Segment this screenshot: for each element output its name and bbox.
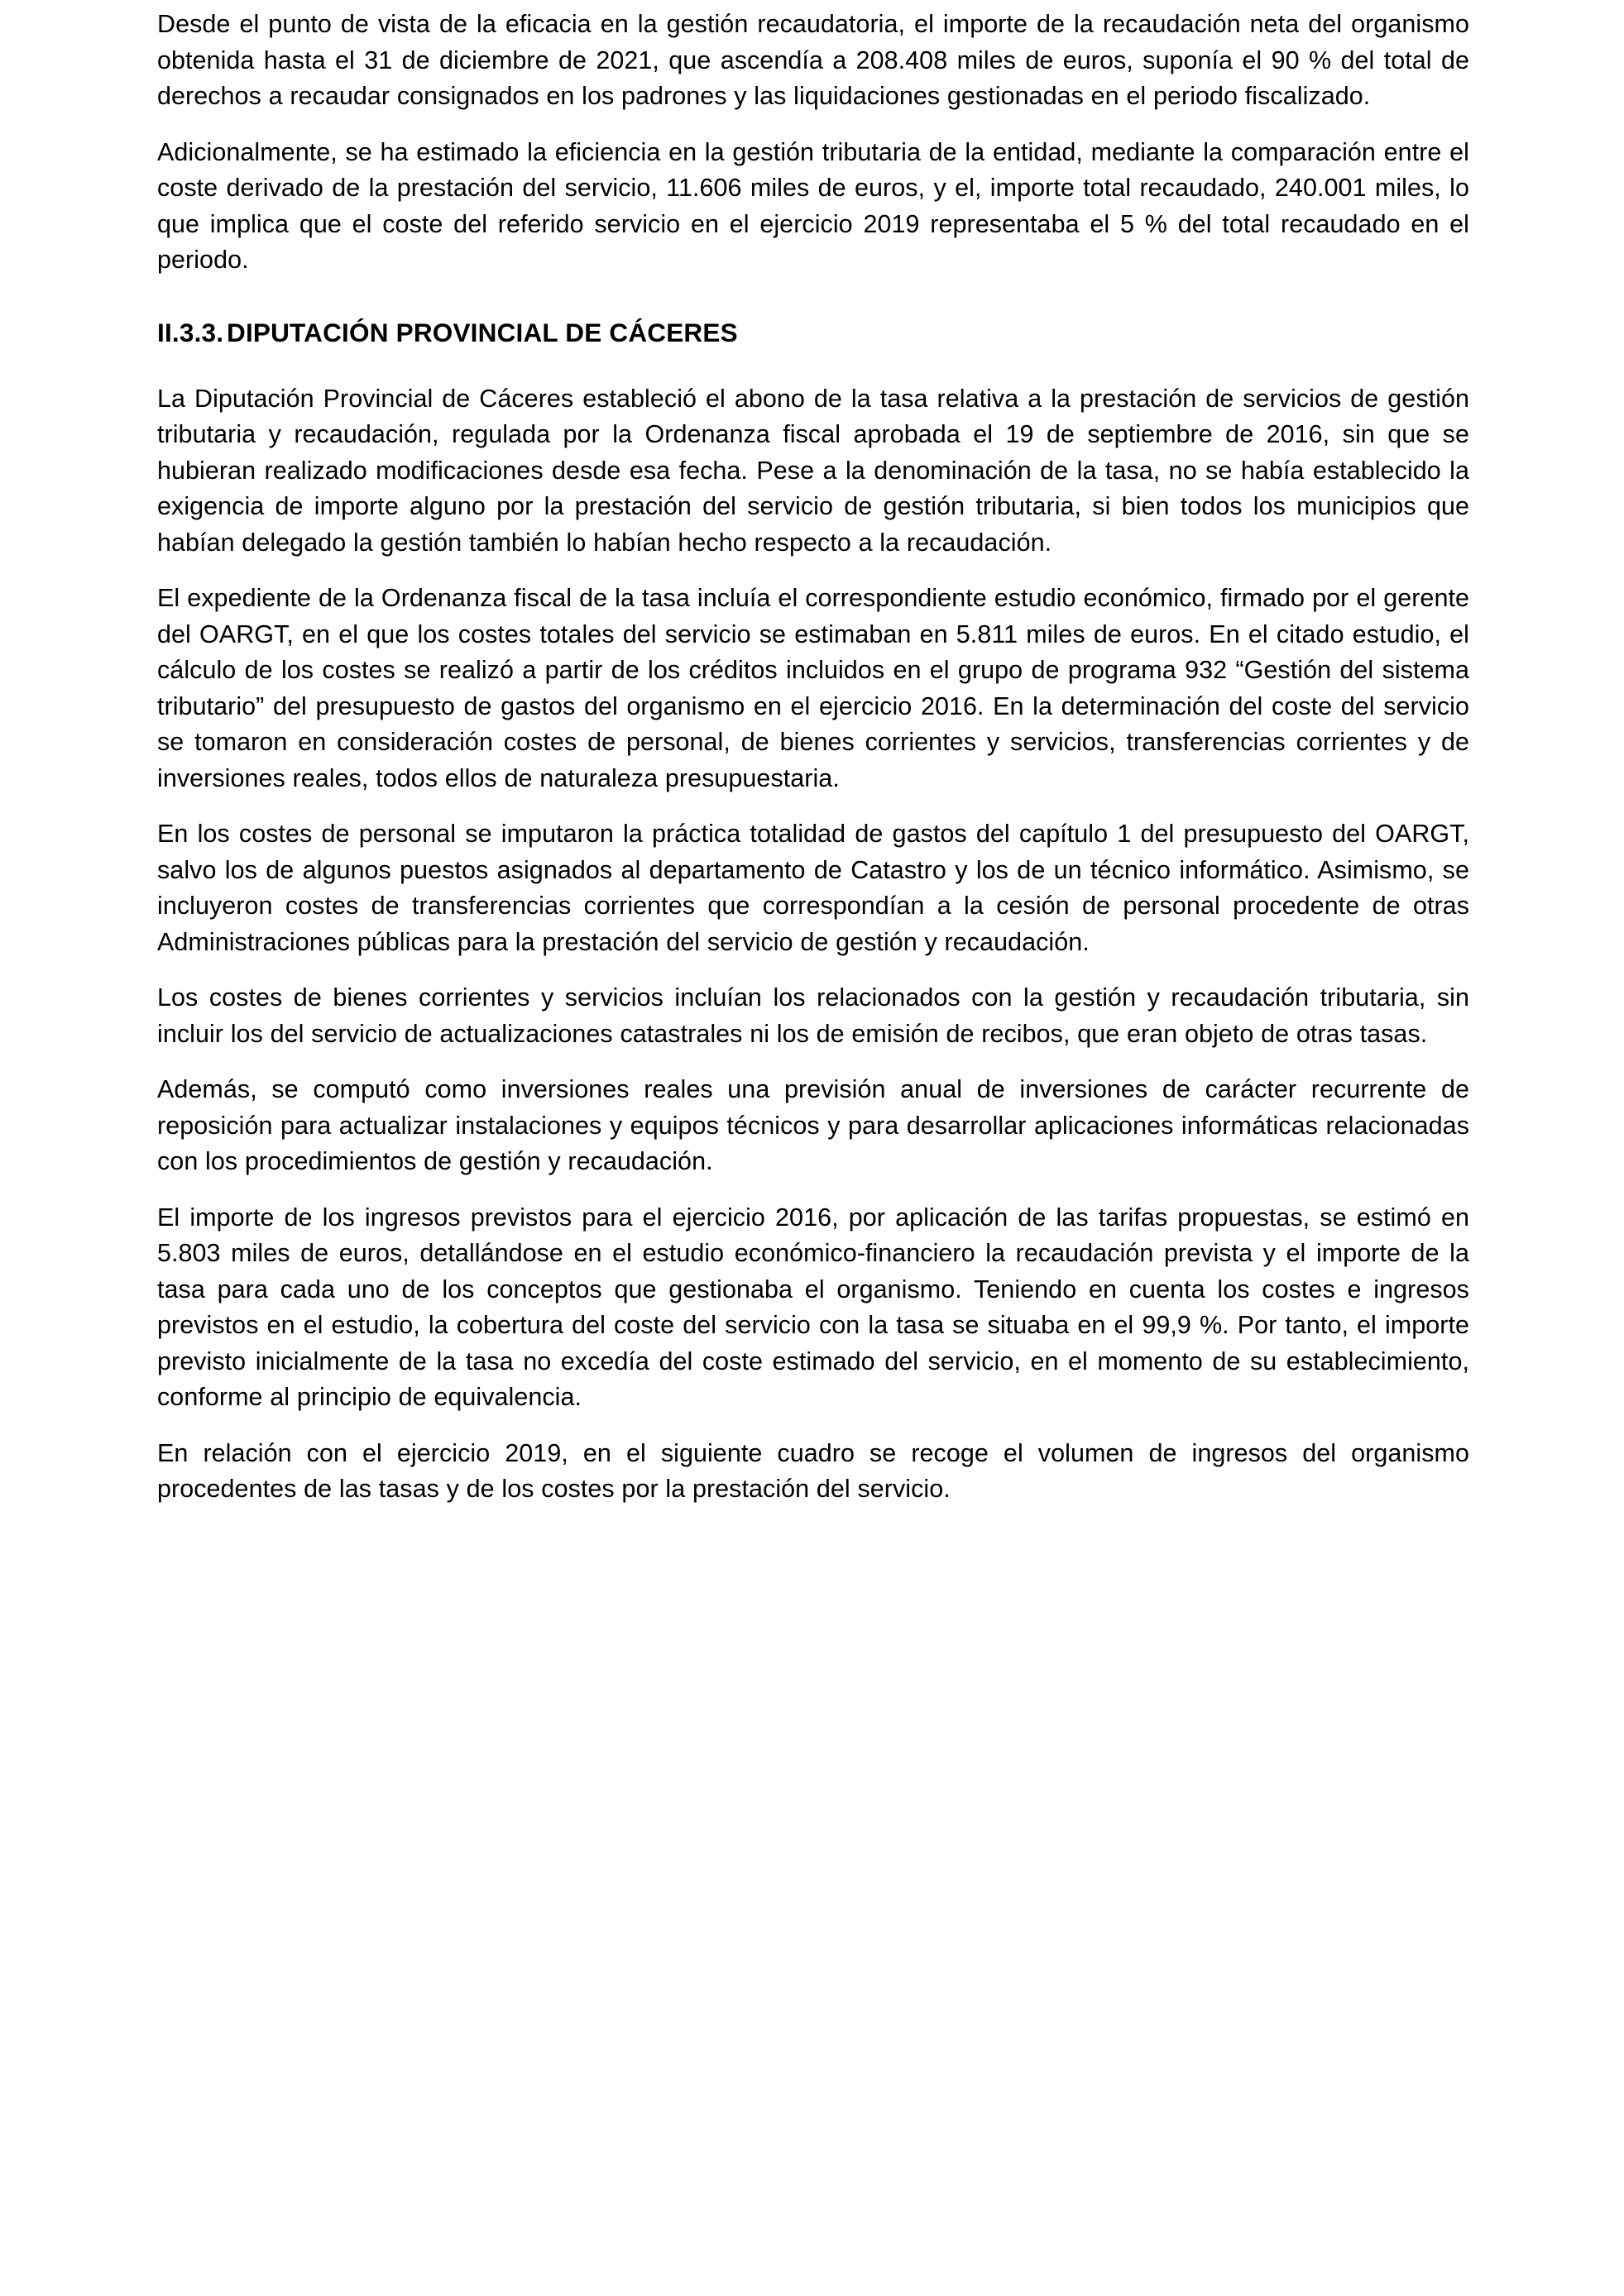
paragraph-eficacia-recaudacion: Desde el punto de vista de la eficacia en la gestión recaudatoria, el importe de la recaudación neta del organismo obtenida hasta el 31 de diciembre de 2021, que ascendía a 208.408 miles de euros, suponía el 90 % del total de derechos a recaudar consignados en los padrones y las liquidaciones gestionadas en el periodo fiscalizado.	[157, 10, 1469, 110]
paragraph-estudio-economico: El expediente de la Ordenanza fiscal de la tasa incluía el correspondiente estudio económico, firmado por el gerente del OARGT, en el que los costes totales del servicio se estimaban en 5.811 miles de euros. En el citado estudio, el cálculo de los costes se realizó a partir de los créditos incluidos en el grupo de programa 932 “Gestión del sistema tributario” del presupuesto de gastos del organismo en el ejercicio 2016. En la determinación del coste del servicio se tomaron en consideración costes de personal, de bienes corrientes y servicios, transferencias corrientes y de inversiones reales, todos ellos de naturaleza presupuestaria.	[157, 584, 1469, 792]
paragraph-inversiones-reales: Además, se computó como inversiones reales una previsión anual de inversiones de carácter recurrente de reposición para actualizar instalaciones y equipos técnicos y para desarrollar aplicaciones informáticas relacionadas con los procedimientos de gestión y recaudación.	[157, 1075, 1469, 1175]
section-heading	[157, 315, 1469, 350]
paragraph-tasa-ordenanza: La Diputación Provincial de Cáceres estableció el abono de la tasa relativa a la prestación de servicios de gestión tributaria y recaudación, regulada por la Ordenanza fiscal aprobada el 19 de septiembre de 2016, sin que se hubieran realizado modificaciones desde esa fecha. Pese a la denominación de la tasa, no se había establecido la exigencia de importe alguno por la prestación del servicio de gestión tributaria, si bien todos los municipios que habían delegado la gestión también lo habían hecho respecto a la recaudación.	[157, 384, 1469, 557]
section-heading-number: II.3.3.	[157, 317, 224, 347]
page-content	[157, 7, 1469, 1508]
paragraph-costes-bienes-corrientes: Los costes de bienes corrientes y servicios incluían los relacionados con la gestión y recaudación tributaria, sin incluir los del servicio de actualizaciones catastrales ni los de emisión de recibos, que eran objeto de otras tasas.	[157, 983, 1469, 1048]
paragraph-cuadro-referencia: En relación con el ejercicio 2019, en el siguiente cuadro se recoge el volumen de ingresos del organismo procedentes de las tasas y de los costes por la prestación del servicio.	[157, 1438, 1469, 1503]
paragraph-costes-personal: En los costes de personal se imputaron la práctica totalidad de gastos del capítulo 1 del presupuesto del OARGT, salvo los de algunos puestos asignados al departamento de Catastro y los de un técnico informático. Asimismo, se incluyeron costes de transferencias corrientes que correspondían a la cesión de personal procedente de otras Administraciones públicas para la prestación del servicio de gestión y recaudación.	[157, 820, 1469, 956]
paragraph-eficiencia-gestion: Adicionalmente, se ha estimado la eficiencia en la gestión tributaria de la entidad, mediante la comparación entre el coste derivado de la prestación del servicio, 11.606 miles de euros, y el, importe total recaudado, 240.001 miles, lo que implica que el coste del referido servicio en el ejercicio 2019 representaba el 5 % del total recaudado en el periodo.	[157, 137, 1469, 274]
paragraph-ingresos-previstos: El importe de los ingresos previstos para el ejercicio 2016, por aplicación de las tarifas propuestas, se estimó en 5.803 miles de euros, detallándose en el estudio económico-financiero la recaudación prevista y el importe de la tasa para cada uno de los conceptos que gestionaba el organismo. Teniendo en cuenta los costes e ingresos previstos en el estudio, la cobertura del coste del servicio con la tasa se situaba en el 99,9 %. Por tanto, el importe previsto inicialmente de la tasa no excedía del coste estimado del servicio, en el momento de su establecimiento, conforme al principio de equivalencia.	[157, 1203, 1469, 1411]
section-heading-title: DIPUTACIÓN PROVINCIAL DE CÁCERES	[227, 317, 738, 347]
